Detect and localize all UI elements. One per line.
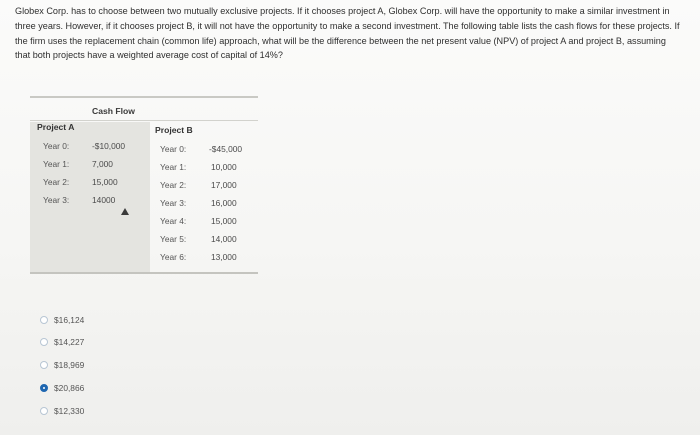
answer-option-selected[interactable]	[40, 381, 84, 395]
project-b-year-label: Year 4:	[160, 216, 187, 226]
project-a-value: -$10,000	[92, 141, 126, 151]
project-a-title: Project A	[37, 122, 75, 132]
table-top-rule	[30, 96, 258, 98]
radio-button[interactable]	[40, 316, 48, 324]
mouse-cursor-icon	[121, 208, 129, 215]
answer-option[interactable]	[40, 404, 84, 418]
project-b-value: 16,000	[211, 198, 237, 208]
project-b-year-label: Year 6:	[160, 252, 187, 262]
answer-option[interactable]	[40, 358, 84, 372]
project-b-year-label: Year 5:	[160, 234, 187, 244]
project-b-value: 15,000	[211, 216, 237, 226]
project-b-value: 10,000	[211, 162, 237, 172]
question-text: Globex Corp. has to choose between two mutually exclusive projects. If it chooses project A, Globex Corp. will have the opportunity to make a similar investment in three years. However, if it chooses project B, it will not have the opportunity to make a second investment. The following table lists the cash flows for these projects. If the firm uses the replacement chain (common life) approach, what will be the difference between the net present value (NPV) of project A and project B, assuming that both projects have a weighted average cost of capital of 14%?	[15, 6, 680, 61]
answer-option-label: $18,969	[54, 360, 85, 370]
cash-flow-table	[30, 96, 258, 278]
project-b-year-label: Year 0:	[160, 144, 187, 154]
project-a-year-label: Year 3:	[43, 195, 70, 205]
project-a-value: 15,000	[92, 177, 118, 187]
project-a-year-label: Year 0:	[43, 141, 70, 151]
answer-option-label: $16,124	[54, 315, 85, 325]
table-bottom-rule	[30, 272, 258, 274]
project-b-value: -$45,000	[209, 144, 243, 154]
radio-button[interactable]	[40, 361, 48, 369]
radio-button[interactable]	[40, 338, 48, 346]
project-b-year-label: Year 1:	[160, 162, 187, 172]
project-b-title: Project B	[155, 125, 193, 135]
project-a-value: 7,000	[92, 159, 113, 169]
answer-option-label: $14,227	[54, 337, 85, 347]
project-b-value: 17,000	[211, 180, 237, 190]
project-a-year-label: Year 2:	[43, 177, 70, 187]
radio-button-selected[interactable]	[40, 384, 48, 392]
answer-option[interactable]	[40, 313, 84, 327]
table-header-rule	[30, 120, 258, 121]
answer-option-label: $20,866	[54, 383, 85, 393]
project-a-value: 14000	[92, 195, 116, 205]
cash-flow-header: Cash Flow	[92, 106, 135, 116]
answer-option-label: $12,330	[54, 406, 85, 416]
project-b-year-label: Year 2:	[160, 180, 187, 190]
radio-button[interactable]	[40, 407, 48, 415]
project-b-year-label: Year 3:	[160, 198, 187, 208]
project-a-year-label: Year 1:	[43, 159, 70, 169]
answer-option[interactable]	[40, 335, 84, 349]
project-b-value: 13,000	[211, 252, 237, 262]
project-b-value: 14,000	[211, 234, 237, 244]
